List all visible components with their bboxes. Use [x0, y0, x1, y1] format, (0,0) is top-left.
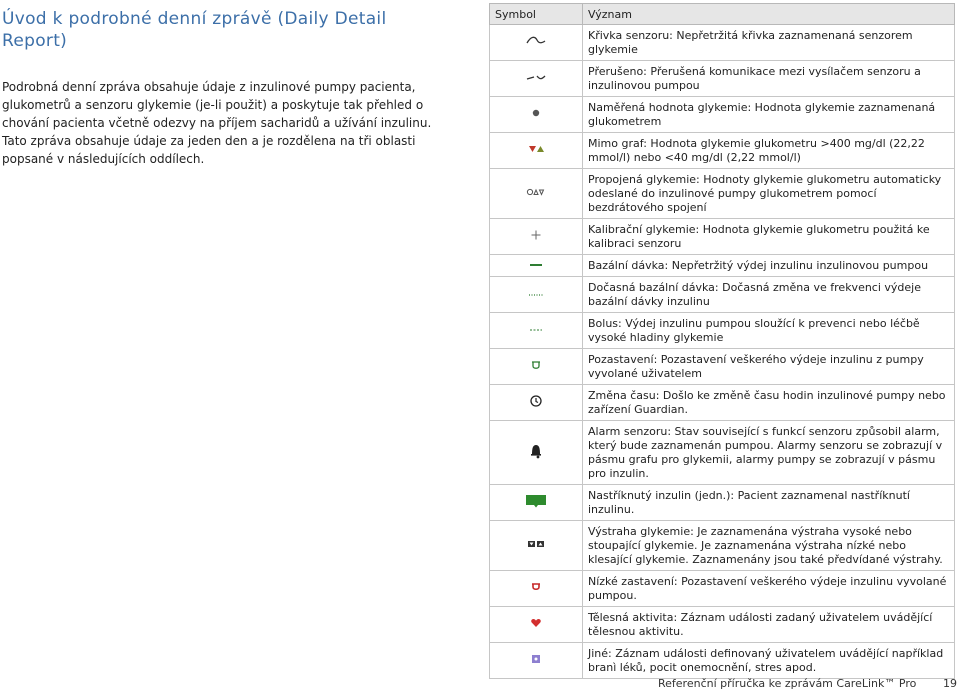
legend-row: [490, 25, 955, 61]
legend-row: [490, 607, 955, 643]
legend-row-text: Kalibrační glykemie: Hodnota glykemie glukometru použitá ke kalibraci senzoru: [583, 219, 955, 255]
legend-row-text: Dočasná bazální dávka: Dočasná změna ve frekvenci výdeje bazální dávky inzulinu: [583, 277, 955, 313]
other-event-icon: [530, 653, 542, 665]
interrupted-curve-icon: [525, 71, 547, 83]
off-chart-triangles-icon: [527, 143, 545, 155]
page-number: 19: [943, 677, 957, 690]
legend-row: [490, 571, 955, 607]
basal-line-icon: [529, 261, 543, 269]
legend-row-text: Bazální dávka: Nepřetržitý výdej inzulinu inzulinovou pumpou: [583, 255, 955, 277]
legend-row-text: Změna času: Došlo ke změně času hodin inzulinové pumpy nebo zařízení Guardian.: [583, 385, 955, 421]
legend-row: [490, 255, 955, 277]
legend-row: [490, 313, 955, 349]
legend-row: [490, 521, 955, 571]
legend-row: [490, 169, 955, 219]
legend-row: [490, 385, 955, 421]
legend-row: [490, 349, 955, 385]
linked-glucose-icon: [526, 186, 546, 198]
legend-row: [490, 61, 955, 97]
calibration-plus-icon: [530, 229, 542, 241]
suspend-icon: [529, 359, 543, 371]
legend-row-text: Tělesná aktivita: Záznam události zadaný uživatelem uvádějící tělesnou aktivitu.: [583, 607, 955, 643]
legend-row-text: Naměřená hodnota glykemie: Hodnota glykemie zaznamenaná glukometrem: [583, 97, 955, 133]
legend-row: [490, 421, 955, 485]
exercise-heart-icon: [530, 617, 542, 629]
legend-row: [490, 643, 955, 679]
legend-row-text: Nastříknutý inzulin (jedn.): Pacient zaznamenal nastříknutí inzulinu.: [583, 485, 955, 521]
section-title: Úvod k podrobné denní zprávě (Daily Detail Report): [2, 9, 387, 51]
legend-row-text: Přerušeno: Přerušená komunikace mezi vysílačem senzoru a inzulinovou pumpou: [583, 61, 955, 97]
legend-row: [490, 133, 955, 169]
legend-row: [490, 277, 955, 313]
temp-basal-dotted-icon: [528, 290, 544, 298]
legend-row-text: Pozastavení: Pozastavení veškerého výdeje inzulinu z pumpy vyvolané uživatelem: [583, 349, 955, 385]
legend-row: [490, 485, 955, 521]
legend-row-text: Alarm senzoru: Stav související s funkcí senzoru způsobil alarm, který bude zaznamenán pumpou. Alarmy senzoru se zobrazují v pásmu grafu pro glykemii, alarmy pumpy se zobrazují v pásmu pro inzulin.: [583, 421, 955, 485]
symbol-legend-table: [489, 3, 955, 679]
legend-row-text: Nízké zastavení: Pozastavení veškerého výdeje inzulinu vyvolané pumpou.: [583, 571, 955, 607]
bolus-dashed-icon: [529, 326, 543, 334]
section-body: Podrobná denní zpráva obsahuje údaje z inzulinové pumpy pacienta, glukometrů a senzoru glykemie (je-li použit) a poskytuje tak přehled o chování pacienta včetně odezvy na příjem sacharidů a užívání inzulinu. Tato zpráva obsahuje údaje za jeden den a je rozdělena na tři oblasti popsané v následujících oddílech.: [2, 80, 432, 166]
legend-row-text: Mimo graf: Hodnota glykemie glukometru >400 mg/dl (22,22 mmol/l) nebo <40 mg/dl (2,22 mmol/l): [583, 133, 955, 169]
legend-row-text: Výstraha glykemie: Je zaznamenána výstraha vysoké nebo stoupající glykemie. Je zaznamenána výstraha nízké nebo klesající glykemie. Zaznamenány jsou také předvídané výstrahy.: [583, 521, 955, 571]
symbol-column-header: Symbol: [490, 4, 583, 25]
low-suspend-icon: [530, 582, 542, 592]
glucose-warning-icon: [527, 539, 545, 549]
primed-insulin-icon: [525, 494, 547, 508]
measured-glucose-dot-icon: [530, 107, 542, 119]
sensor-curve-icon: [525, 35, 547, 47]
intro-section: [2, 8, 454, 168]
clock-icon: [529, 394, 543, 408]
meaning-column-header: Význam: [583, 4, 955, 25]
legend-row-text: Propojená glykemie: Hodnoty glykemie glukometru automaticky odeslané do inzulinové pumpy glukometrem pomocí bezdrátového spojení: [583, 169, 955, 219]
sensor-alarm-icon: [529, 443, 543, 459]
legend-row-text: Bolus: Výdej inzulinu pumpou sloužící k prevenci nebo léčbě vysoké hladiny glykemie: [583, 313, 955, 349]
legend-row: [490, 97, 955, 133]
footer-title: Referenční příručka ke zprávám CareLink™ Pro: [658, 677, 917, 690]
page-footer: [658, 677, 957, 690]
legend-header-row: [490, 4, 955, 25]
legend-row-text: Jiné: Záznam události definovaný uživatelem uvádějící například branì léků, pocit onemocnění, stres apod.: [583, 643, 955, 679]
legend-row-text: Křivka senzoru: Nepřetržitá křivka zaznamenaná senzorem glykemie: [583, 25, 955, 61]
legend-row: [490, 219, 955, 255]
